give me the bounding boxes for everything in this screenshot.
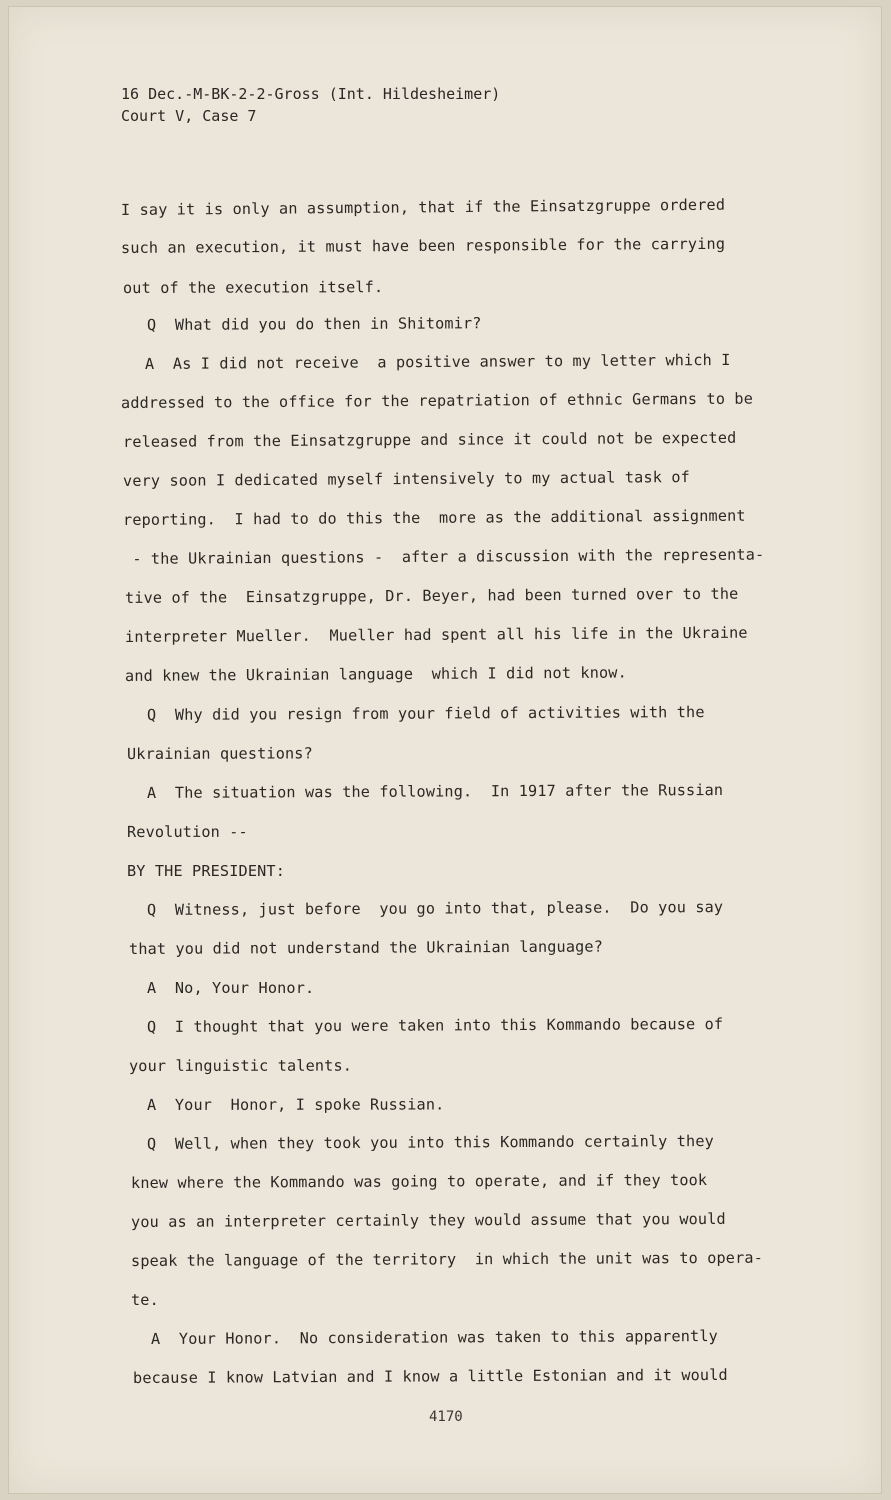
transcript-line: A No, Your Honor. (147, 979, 315, 997)
transcript-line: Revolution -- (126, 822, 248, 841)
transcript-line: A Your Honor. No consideration was taken to this apparently (150, 1327, 718, 1348)
header-court-line: Court V, Case 7 (121, 107, 257, 125)
transcript-line: and knew the Ukrainian language which I did not know. (124, 663, 627, 685)
transcript-line: - the Ukrainian questions - after a discussion with the representa- (122, 545, 765, 568)
transcript-line: knew where the Kommando was going to operate, and if they took (130, 1170, 708, 1192)
transcript-line: tive of the Einsatzgruppe, Dr. Beyer, had been turned over to the (124, 584, 739, 607)
transcript-line: you as an interpreter certainly they would assume that you would (130, 1209, 726, 1231)
transcript-line: A As I did not receive a positive answer to my letter which I (144, 350, 731, 373)
transcript-line: Q Why did you resign from your field of activities with the (146, 703, 705, 724)
transcript-line: reporting. I had to do this the more as the additional assignment (122, 506, 746, 529)
transcript-line: BY THE PRESIDENT: (127, 862, 285, 880)
transcript-line: Q I thought that you were taken into this Kommando because of (146, 1014, 724, 1036)
transcript-line: A The situation was the following. In 1917 after the Russian (146, 780, 724, 802)
transcript-line: that you did not understand the Ukrainian language? (128, 937, 604, 958)
transcript-line: interpreter Mueller. Mueller had spent all his life in the Ukraine (124, 623, 748, 646)
page-number: 4170 (429, 1409, 463, 1425)
transcript-line: Q Witness, just before you go into that, please. Do you say (146, 897, 724, 919)
transcript-line: such an execution, it must have been responsible for the carrying (120, 234, 726, 257)
transcript-line: because I know Latvian and I know a little Estonian and it would (132, 1365, 728, 1387)
transcript-line: Q What did you do then in Shitomir? (146, 314, 482, 334)
transcript-line: addressed to the office for the repatriation of ethnic Germans to be (120, 389, 754, 412)
transcript-line: te. (131, 1291, 159, 1309)
document-header (121, 83, 500, 127)
document-page (8, 6, 882, 1494)
transcript-line: out of the execution itself. (122, 278, 384, 297)
transcript-line: your linguistic talents. (128, 1056, 353, 1075)
transcript-line: released from the Einsatzgruppe and since it could not be expected (122, 428, 737, 451)
transcript-line: A Your Honor, I spoke Russian. (146, 1095, 445, 1114)
transcript-line: Ukrainian questions? (126, 744, 313, 763)
transcript-line: Q Well, when they took you into this Kommando certainly they (146, 1132, 714, 1153)
transcript-line: very soon I dedicated myself intensively to my actual task of (122, 468, 690, 490)
transcript-line: speak the language of the territory in which the unit was to opera- (130, 1248, 764, 1270)
header-case-line: 16 Dec.-M-BK-2-2-Gross (Int. Hildesheimer) (121, 85, 501, 103)
transcript-line: I say it is only an assumption, that if the Einsatzgruppe ordered (120, 195, 726, 219)
